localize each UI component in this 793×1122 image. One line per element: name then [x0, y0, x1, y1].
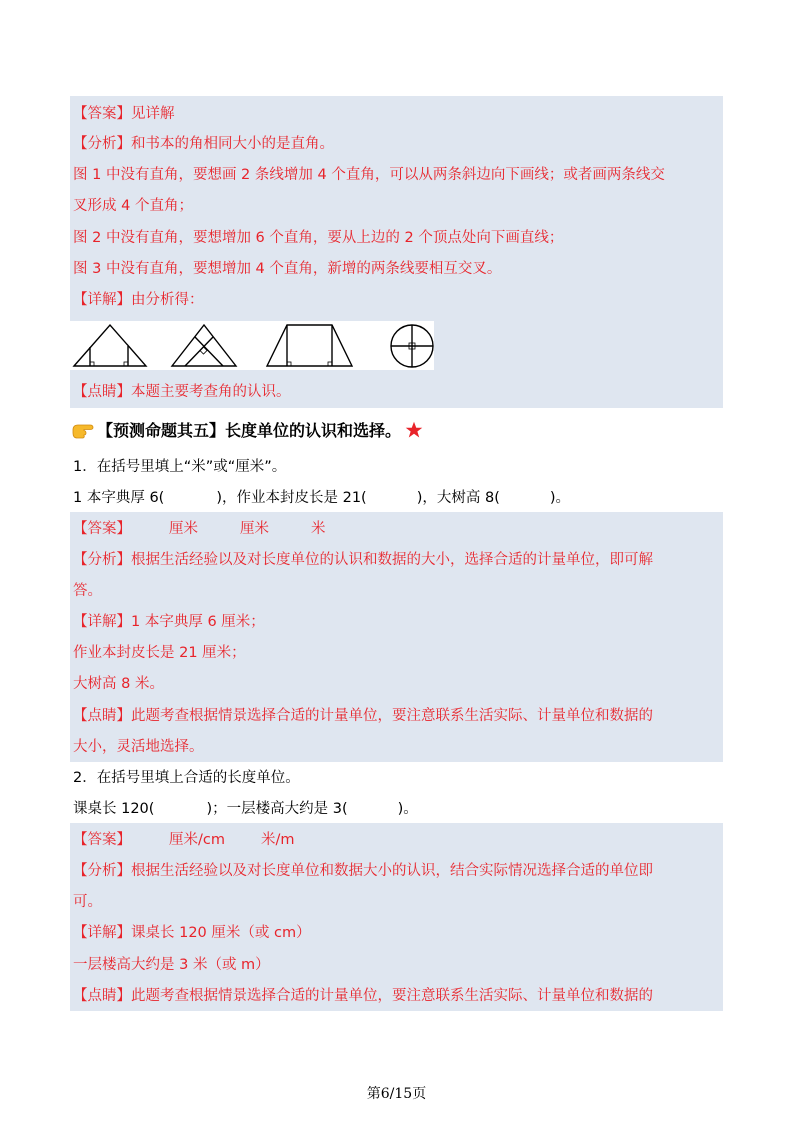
answer-line: 【答案】见详解 — [73, 106, 175, 122]
detail-tag: 【详解】 — [73, 925, 131, 941]
analysis-tag: 【分析】 — [73, 863, 131, 879]
q1-point-cont: 大小，灵活地选择。 — [73, 739, 204, 755]
analysis-fig3-line: 图 3 中没有直角，要想增加 4 个直角，新增的两条线要相互交叉。 — [73, 261, 502, 277]
triangle-figure-1 — [74, 325, 146, 366]
q2-point-line — [73, 986, 653, 1006]
figure-strip — [70, 321, 434, 370]
point-tag: 【点睛】 — [73, 708, 131, 724]
analysis-fig1-line: 图 1 中没有直角，要想画 2 条线增加 4 个直角，可以从两条斜边向下画线；或者画两条线交 — [73, 167, 665, 183]
answer-tag: 【答案】 — [73, 521, 131, 537]
question-2-stem: 2．在括号里填上合适的长度单位。 — [73, 770, 300, 786]
q1-analysis-text: 根据生活经验以及对长度单位的认识和数据的大小，选择合适的计量单位，即可解 — [131, 552, 653, 568]
q2-analysis-text: 根据生活经验以及对长度单位和数据大小的认识，结合实际情况选择合适的单位即 — [131, 863, 653, 879]
q2-blank-c: )。 — [397, 801, 418, 817]
q2-answer-2: 米/m — [260, 832, 295, 848]
q1-blank-b: )，作业本封皮长是 21( — [216, 490, 367, 506]
q1-answer-line — [73, 519, 326, 539]
q1-point-line — [73, 706, 653, 726]
question-1-blanks — [73, 488, 570, 508]
point-text: 本题主要考查角的认识。 — [131, 384, 291, 400]
detail-line — [73, 290, 204, 310]
section-title: 【预测命题其五】长度单位的认识和选择。 — [97, 421, 402, 440]
q2-blank-a: 课桌长 120( — [73, 801, 155, 817]
q1-analysis-cont: 答。 — [73, 583, 102, 599]
q2-detail-2: 一层楼高大约是 3 米（或 m） — [73, 957, 270, 973]
q2-blank-b: )；一层楼高大约是 3( — [206, 801, 348, 817]
analysis-text: 和书本的角相同大小的是直角。 — [131, 136, 334, 152]
q1-point-1: 此题考查根据情景选择合适的计量单位，要注意联系生活实际、计量单位和数据的 — [131, 708, 653, 724]
q2-analysis-line — [73, 861, 653, 881]
q1-answer-1: 厘米 — [169, 521, 198, 537]
analysis-line — [73, 134, 334, 154]
q2-detail-line — [73, 923, 311, 943]
answer-tag: 【答案】 — [73, 832, 131, 848]
point-tag: 【点睛】 — [73, 384, 131, 400]
point-tag: 【点睛】 — [73, 988, 131, 1004]
detail-tag: 【详解】 — [73, 292, 131, 308]
q2-detail-1: 课桌长 120 厘米（或 cm） — [131, 925, 311, 941]
q1-detail-3: 大树高 8 米。 — [73, 676, 164, 692]
detail-tag: 【详解】 — [73, 614, 131, 630]
triangle-figure-2 — [172, 325, 236, 366]
analysis-tag: 【分析】 — [73, 136, 131, 152]
analysis-tag: 【分析】 — [73, 552, 131, 568]
point-line — [73, 382, 291, 402]
pointing-hand-icon — [72, 421, 94, 439]
circle-figure — [391, 325, 433, 367]
star-icon — [405, 421, 423, 439]
section-heading — [72, 418, 423, 441]
answer-block-3 — [70, 823, 723, 1011]
geometry-figures — [70, 321, 434, 370]
q2-analysis-cont: 可。 — [73, 894, 102, 910]
page-number: 第6/15页 — [366, 1086, 427, 1102]
trapezoid-figure — [267, 325, 352, 366]
q1-analysis-line — [73, 550, 653, 570]
q2-answer-line — [73, 830, 295, 850]
detail-text: 由分析得： — [131, 292, 204, 308]
question-1-stem: 1．在括号里填上“米”或“厘米”。 — [73, 459, 287, 475]
q2-answer-1: 厘米/cm — [169, 832, 225, 848]
q1-blank-c: )，大树高 8( — [416, 490, 500, 506]
q1-blank-a: 1 本字典厚 6( — [73, 490, 165, 506]
q1-answer-3: 米 — [311, 521, 326, 537]
analysis-fig1-line-cont: 叉形成 4 个直角； — [73, 198, 193, 214]
analysis-fig2-line: 图 2 中没有直角，要想增加 6 个直角，要从上边的 2 个顶点处向下画直线； — [73, 230, 564, 246]
q2-point-1: 此题考查根据情景选择合适的计量单位，要注意联系生活实际、计量单位和数据的 — [131, 988, 653, 1004]
q1-answer-2: 厘米 — [240, 521, 269, 537]
q1-blank-d: )。 — [549, 490, 571, 506]
q1-detail-line — [73, 612, 265, 632]
question-2-blanks — [73, 799, 418, 819]
q1-detail-1: 1 本字典厚 6 厘米； — [131, 614, 265, 630]
q1-detail-2: 作业本封皮长是 21 厘米； — [73, 645, 246, 661]
